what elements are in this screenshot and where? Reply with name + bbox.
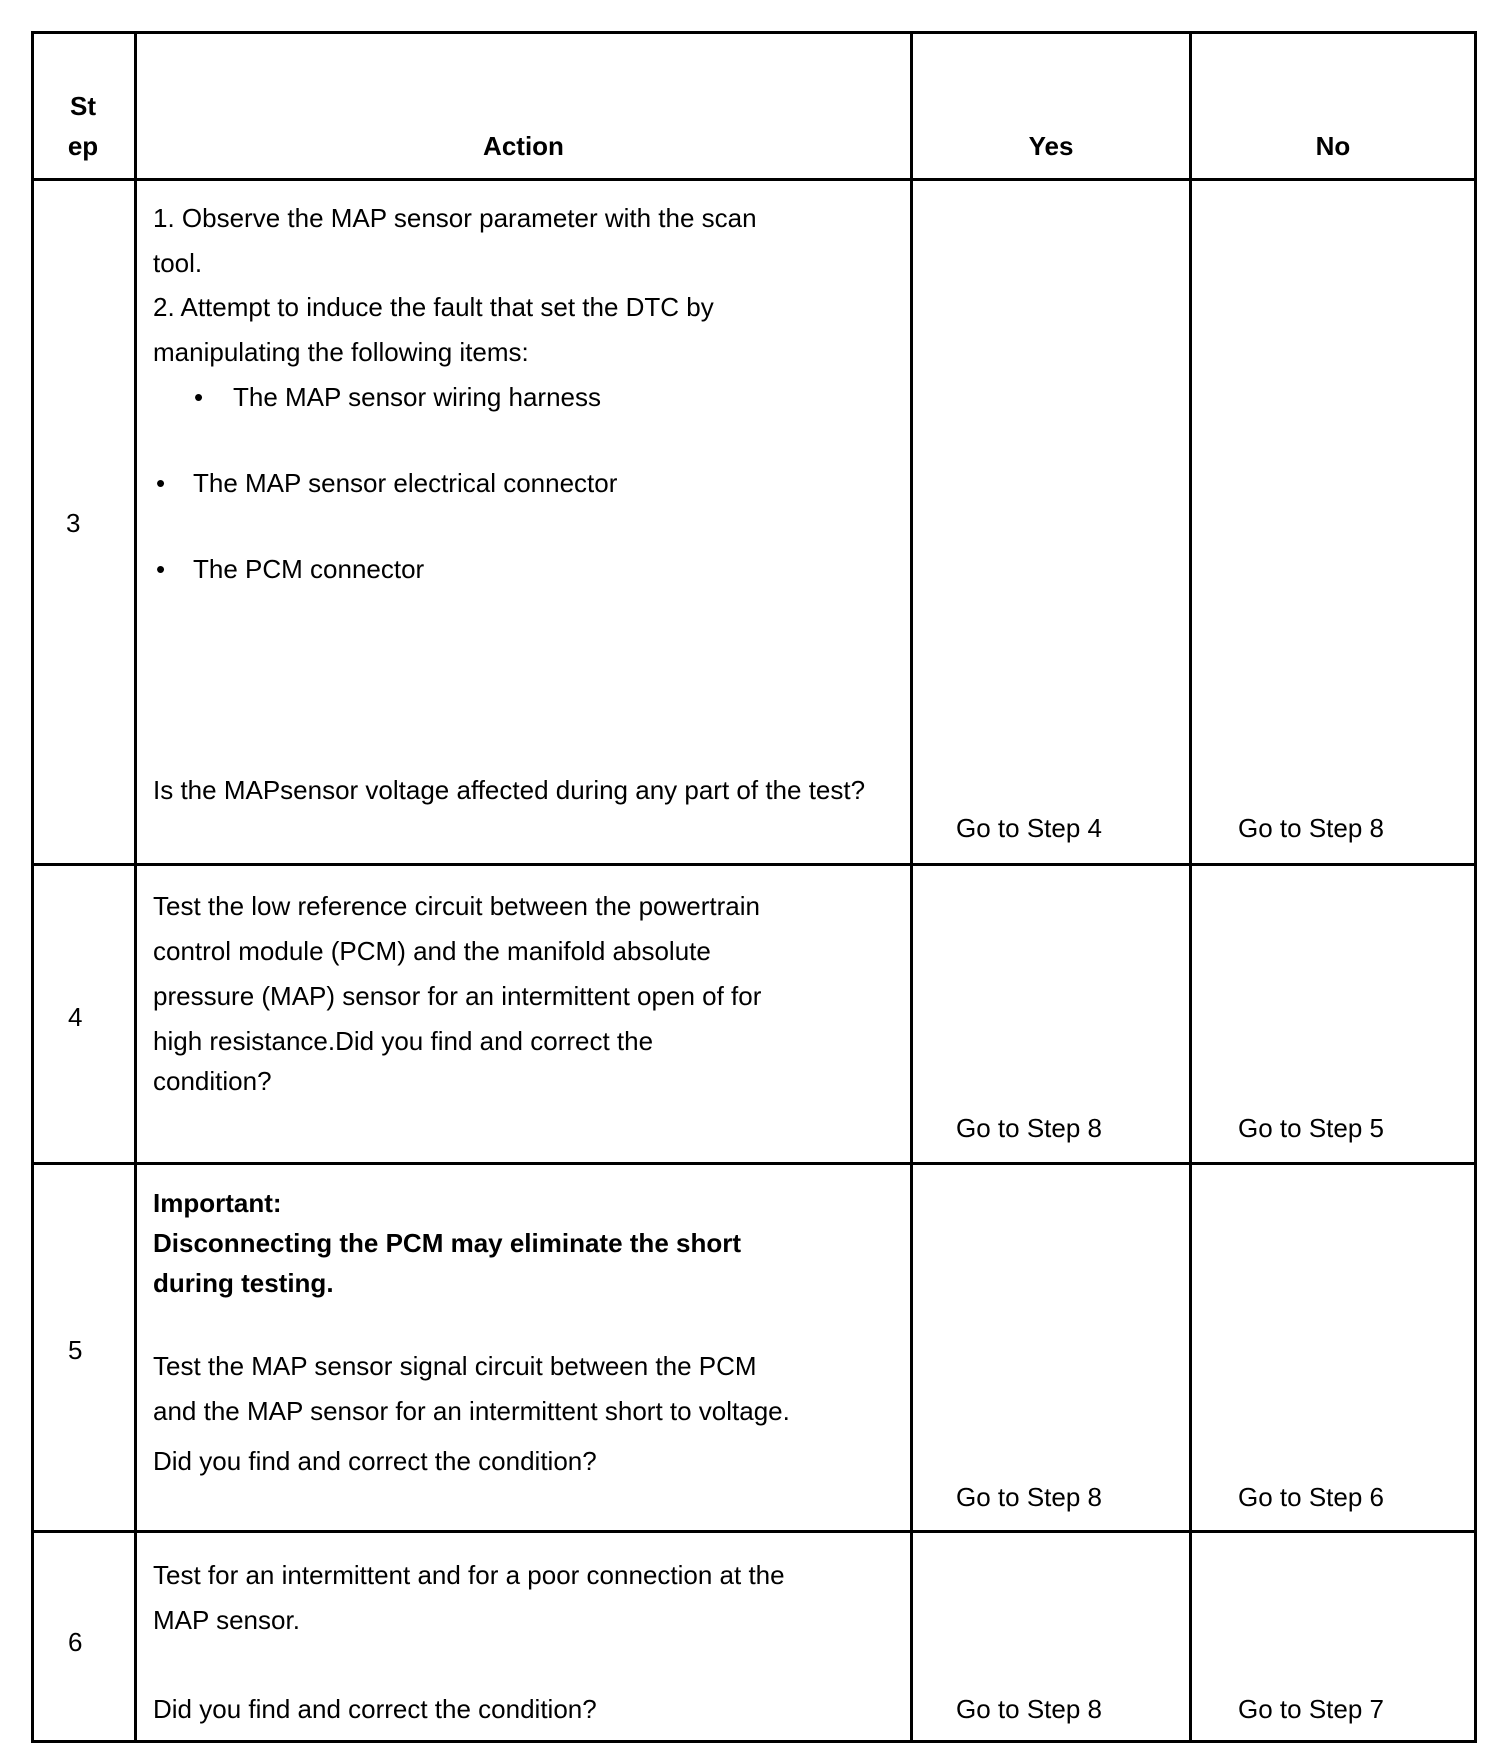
action-question: Did you find and correct the condition? <box>153 1694 597 1724</box>
column-divider <box>134 31 137 1743</box>
action-text: Test the low reference circuit between the powertrain <box>153 891 760 921</box>
yes-outcome: Go to Step 8 <box>956 1482 1102 1512</box>
row-divider <box>31 1162 1477 1165</box>
table-border-top <box>31 31 1477 34</box>
no-outcome: Go to Step 8 <box>1238 813 1384 843</box>
no-outcome: Go to Step 5 <box>1238 1113 1384 1143</box>
column-divider <box>1189 31 1192 1743</box>
action-text: 2. Attempt to induce the fault that set the DTC by <box>153 292 714 322</box>
header-yes: Yes <box>1028 131 1074 161</box>
action-text: control module (PCM) and the manifold absolute <box>153 936 711 966</box>
important-label: Important: <box>153 1188 282 1218</box>
step-number: 4 <box>68 1002 83 1032</box>
action-text: and the MAP sensor for an intermittent short to voltage. <box>153 1396 790 1426</box>
no-outcome: Go to Step 7 <box>1238 1694 1384 1724</box>
action-text: pressure (MAP) sensor for an intermittent open of for <box>153 981 762 1011</box>
action-text: condition? <box>153 1066 272 1096</box>
bullet-item: The MAP sensor electrical connector <box>193 468 618 498</box>
table-border-right <box>1474 31 1477 1743</box>
action-question: Did you find and correct the condition? <box>153 1446 597 1476</box>
yes-outcome: Go to Step 8 <box>956 1113 1102 1143</box>
header-step-line2: ep <box>67 131 99 161</box>
action-text: Test for an intermittent and for a poor connection at the <box>153 1560 785 1590</box>
step-number: 5 <box>68 1335 83 1365</box>
action-question: Is the MAPsensor voltage affected during any part of the test? <box>153 775 866 805</box>
header-no: No <box>1315 131 1351 161</box>
warning-text: during testing. <box>153 1268 334 1298</box>
step-number: 3 <box>66 508 81 538</box>
row-divider <box>31 178 1477 181</box>
table-border-left <box>31 31 34 1743</box>
row-divider <box>31 863 1477 866</box>
action-text: MAP sensor. <box>153 1605 300 1635</box>
action-text: tool. <box>153 248 203 278</box>
header-step-line1: St <box>70 91 96 121</box>
bullet-item: The PCM connector <box>193 554 425 584</box>
action-text: high resistance.Did you find and correct the <box>153 1026 654 1056</box>
yes-outcome: Go to Step 4 <box>956 813 1102 843</box>
row-divider <box>31 1530 1477 1533</box>
action-text: manipulating the following items: <box>153 337 529 367</box>
table-border-bottom <box>31 1740 1477 1743</box>
no-outcome: Go to Step 6 <box>1238 1482 1384 1512</box>
step-number: 6 <box>68 1627 83 1657</box>
column-divider <box>910 31 913 1743</box>
action-text: Test the MAP sensor signal circuit between the PCM <box>153 1351 757 1381</box>
bullet-dot: • <box>156 554 166 584</box>
yes-outcome: Go to Step 8 <box>956 1694 1102 1724</box>
bullet-dot: • <box>156 468 166 498</box>
warning-text: Disconnecting the PCM may eliminate the short <box>153 1228 741 1258</box>
bullet-item: The MAP sensor wiring harness <box>233 382 602 412</box>
header-action: Action <box>483 131 564 161</box>
bullet-dot: • <box>194 382 204 412</box>
action-text: 1. Observe the MAP sensor parameter with the scan <box>153 203 757 233</box>
